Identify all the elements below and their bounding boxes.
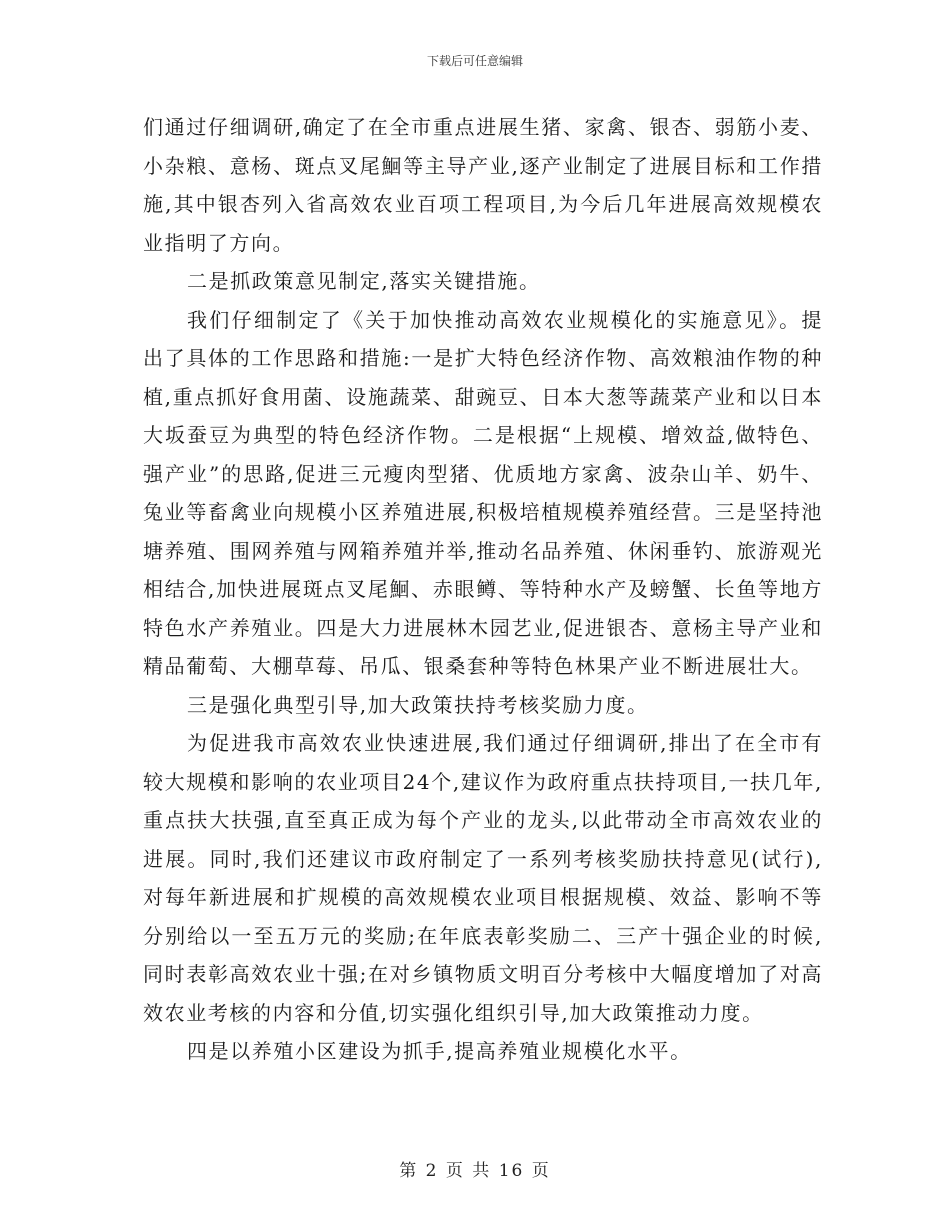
paragraph: 四是以养殖小区建设为抓手,提高养殖业规模化水平。 [187,1039,692,1063]
paragraph: 三是强化典型引导,加大政策扶持考核奖励力度。 [187,692,649,717]
header-note: 下载后可任意编辑 [426,54,523,68]
paragraph: 为促进我市高效农业快速进展,我们通过仔细调研,排出了在全市有较大规模和影响的农业项目24个,建议作为政府重点扶持项目,一扶几年,重点扶大扶强,直至真正成为每个产业的龙头,以此带动全市高效农业的进展。同时,我们还建议市政府制定了一系列考核奖励扶持意见(试行),对每年新进展和扩规模的高效规模农业项目根据规模、效益、影响不等分别给以一至五万元的奖励;在年底表彰奖励二、三产十强企业的时候,同时表彰高效农业十强;在对乡镇物质文明百分考核中大幅度增加了对高效农业考核的内容和分值,切实强化组织引导,加大政策推动力度。 [143,731,823,1025]
document-body [143,108,823,1071]
paragraph: 我们仔细制定了《关于加快推动高效农业规模化的实施意见》。提出了具体的工作思路和措施:一是扩大特色经济作物、高效粮油作物的种植,重点抓好食用菌、设施蔬菜、甜豌豆、日本大葱等蔬菜产业和以日本大坂蚕豆为典型的特色经济作物。二是根据“上规模、增效益,做特色、强产业”的思路,促进三元瘦肉型猪、优质地方家禽、波杂山羊、奶牛、兔业等畜禽业向规模小区养殖进展,积极培植规模养殖经营。三是坚持池塘养殖、围网养殖与网箱养殖并举,推动名品养殖、休闲垂钓、旅游观光相结合,加快进展斑点叉尾鮰、赤眼鳟、等特种水产及螃蟹、长鱼等地方特色水产养殖业。四是大力进展林木园艺业,促进银杏、意杨主导产业和精品葡萄、大棚草莓、吊瓜、银桑套种等特色林果产业不断进展壮大。 [143,307,824,678]
paragraph: 二是抓政策意见制定,落实关键措施。 [187,269,541,293]
paragraph: 们通过仔细调研,确定了在全市重点进展生猪、家禽、银杏、弱筋小麦、小杂粮、意杨、斑点叉尾鮰等主导产业,逐产业制定了进展目标和工作措施,其中银杏列入省高效农业百项工程项目,为今后几年进展高效规模农业指明了方向。 [143,115,823,255]
page-number: 第 2 页 共 16 页 [399,1161,551,1181]
